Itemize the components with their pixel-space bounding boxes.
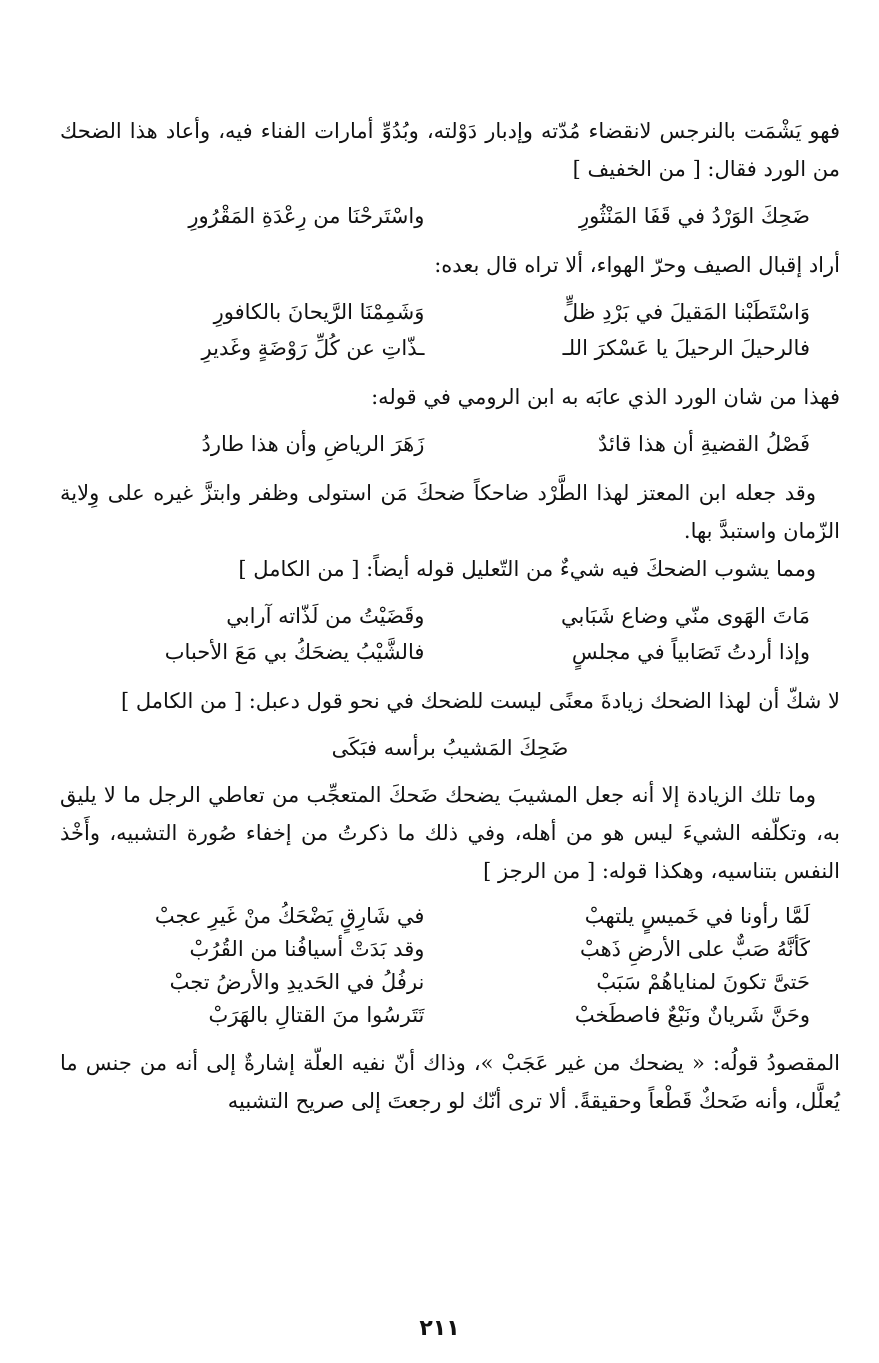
verse-8-second-hemistich: في شَارِقٍ يَضْحَكُ منْ غَيرِ عجبْ [154,904,425,928]
verse-8-first-hemistich: لَمَّا رأونا في خَميسٍ يلتهبْ [584,904,810,928]
verse-2-first-hemistich: وَاسْتَطَبْنا المَقيلَ في بَرْدِ ظلٍّ [562,300,810,324]
verse-group-2 [60,294,840,366]
verse-line-11 [60,999,840,1032]
verse-line-9 [60,933,840,966]
paragraph-5: ومما يشوب الضحكَ فيه شيءٌ من التّعليل قوله أيضاً: [ من الكامل ] [238,557,816,581]
paragraph-6: لا شكّ أن لهذا الضحك زيادةَ معنًى ليست للضحك في نحو قول دعبل: [ من الكامل ] [121,689,840,713]
verse-11-second-hemistich: تَتَرسُوا منَ القتالِ بالهَرَبْ [208,1003,425,1027]
verse-group-4 [60,598,840,670]
verse-group-3 [60,426,840,462]
verse-5-second-hemistich: وقَضَيْتُ من لَذّاته آرابي [226,604,425,628]
verse-11-first-hemistich: وحَنَّ شَريانٌ ونَبْعٌ فاصطَخبْ [574,1003,810,1027]
paragraph-8: المقصودُ قولُه: « يضحك من غير عَجَبْ »، وذاك أنّ نفيه العلّة إشارةٌ إلى أنه من جنس ما يُعلَّل، وأنه ضَحكٌ قَطْعاً وحقيقةً. ألا ترى أنّك لو رجعتَ إلى صريح التشبيه [60,1051,840,1113]
verse-group-5 [60,900,840,1032]
page-body [60,112,840,1120]
verse-5-first-hemistich: مَاتَ الهَوى منّي وضاع شَبَابي [561,604,810,628]
verse-line-8 [60,900,840,933]
verse-4-second-hemistich: زَهَرَ الرياضِ وأن هذا طاردُ [201,432,425,456]
verse-line-4 [60,426,840,462]
verse-9-second-hemistich: وقد بَدَتْ أسيافُنا من القُرُبْ [189,937,425,961]
verse-line-6 [60,634,840,670]
verse-6-first-hemistich: وإذا أردتُ تَصَابياً في مجلسٍ [571,640,810,664]
paragraph-3: فهذا من شان الورد الذي عابَه به ابن الرومي في قوله: [371,385,840,409]
verse-10-first-hemistich: حَتىَّ تكونَ لمناياهُمْ سَبَبْ [596,970,810,994]
paragraph-1: فهو يَشْمَت بالنرجس لانقضاء مُدّته وإدبار دَوْلته، وبُدُوِّ أمارات الفناء فيه، وأعاد هذا الضحك من الورد فقال: [ من الخفيف ] [60,119,840,181]
paragraph-2: أراد إقبال الصيف وحرّ الهواء، ألا تراه قال بعده: [434,253,840,277]
verse-4-first-hemistich: فَصْلُ القضيةِ أن هذا قائدٌ [597,432,810,456]
verse-1-first-hemistich: ضَحِكَ الوَرْدُ في قَفَا المَنْثُورِ [579,204,810,228]
verse-9-first-hemistich: كَأنَّهُ صَبٌّ على الأرضِ ذَهبْ [579,937,810,961]
verse-group-1 [60,198,840,234]
paragraph-7: وما تلك الزيادة إلا أنه جعل المشيبَ يضحك ضَحكَ المتعجِّب من تعاطي الرجل ما لا يليق به، وتكلّفه الشيءَ ليس هو من أهله، وفي ذلك ما ذكرتُ من إخفاء صُورة التشبيه، وأَخْذ النفس بتناسيه، وهكذا قوله: [ من الرجز ] [60,783,840,883]
verse-1-second-hemistich: واسْتَرحْنَا من رِعْدَةِ المَقْرُورِ [188,204,425,228]
verse-line-3 [60,330,840,366]
verse-2-second-hemistich: وَشَمِمْنَا الرَّيحانَ بالكافورِ [213,300,425,324]
page-number: ٢١١ [419,1316,460,1341]
verse-6-second-hemistich: فالشَّيْبُ يضحَكُ بي مَعَ الأحباب [164,640,425,664]
verse-line-5 [60,598,840,634]
verse-10-second-hemistich: نرفُلُ في الحَديدِ والأرضُ تجبْ [169,970,425,994]
verse-3-second-hemistich: ـذّاتِ عن كُلِّ رَوْضَةٍ وغَديرِ [201,336,425,360]
verse-line-10 [60,966,840,999]
verse-line-2 [60,294,840,330]
verse-line-7: ضَحِكَ المَشيبُ برأسه فبَكَى [331,736,569,760]
verse-line-1 [60,198,840,234]
verse-3-first-hemistich: فالرحيلَ الرحيلَ يا عَسْكرَ اللـ [562,336,810,360]
paragraph-4: وقد جعله ابن المعتز لهذا الطَّرْد ضاحكاً ضحكَ مَن استولى وظفر وابتزَّ غيره على وِلاية الزّمان واستبدَّ بها. [60,481,840,543]
